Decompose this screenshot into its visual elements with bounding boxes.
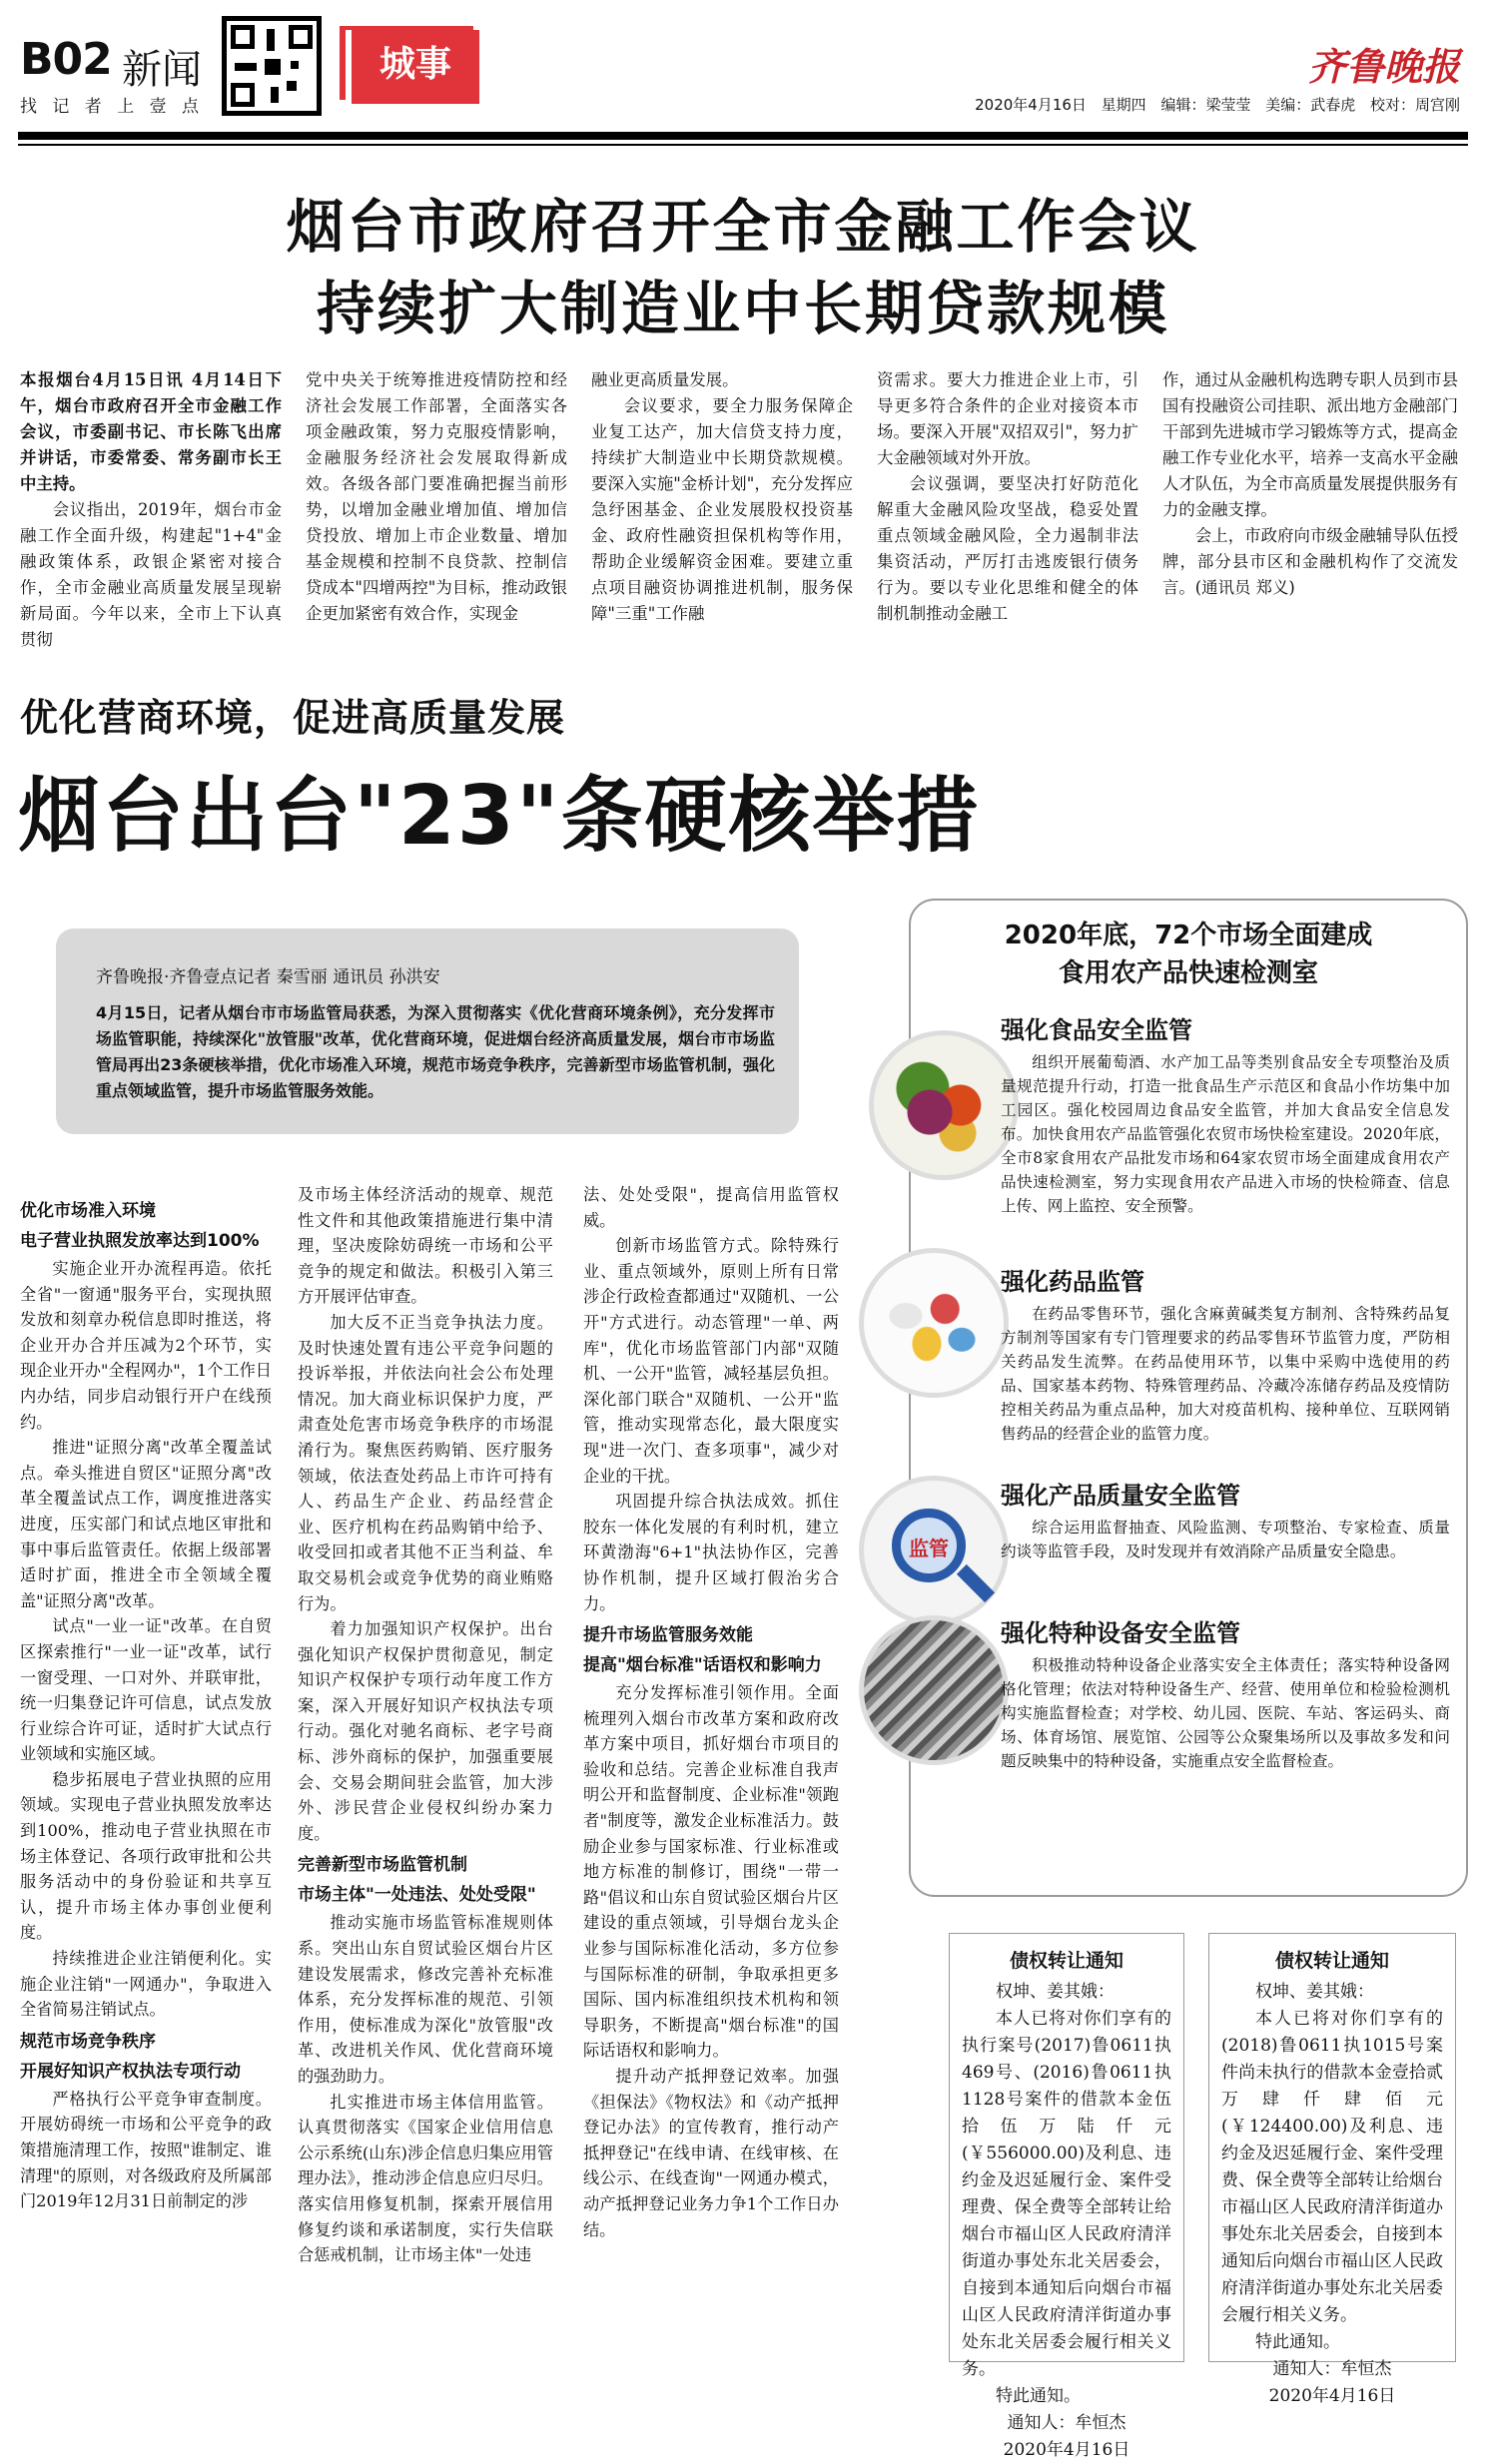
notice-date: 2020年4月16日 xyxy=(1268,2386,1396,2406)
paragraph: 着力加强知识产权保护。出台强化知识产权保护贯彻意见，制定知识产权保护专项行动年度工作方案，深入开展好知识产权执法专项行动。强化对驰名商标、老字号商标、涉外商标的保护，加强重要展会、交易会期间驻会监管，加大涉外、涉民营企业侵权纠纷办案力度。 xyxy=(298,1619,553,1843)
paragraph: 作，通过从金融机构选聘专职人员到市县国有投融资公司挂职、派出地方金融部门干部到先进城市学习锻炼等方式，提高金融工作专业化水平，培养一支高水平金融人才队伍，为全市高质量发展提供服务有力的金融支撑。 xyxy=(1162,370,1458,519)
notice-addressee: 权坤、姜其娥： xyxy=(996,1982,1114,2002)
paragraph: 会上，市政府向市级金融辅导队伍授牌，部分县市区和金融机构作了交流发言。(通讯员 郑义) xyxy=(1162,526,1458,597)
paragraph: 党中央关于统筹推进疫情防控和经济社会发展工作部署，全面落实各项金融政策，努力克服疫情影响，金融服务经济社会发展取得新成效。各级各部门要准确把握当前形势，以增加金融业增加值、增加信贷投放、增加上市企业数量、增加基金规模和控制不良贷款、控制信贷成本"四增两控"为目标，推动政银企更加紧密有效合作，实现金 xyxy=(306,370,567,623)
subhead: 完善新型市场监管机制 xyxy=(298,1855,467,1876)
sidebar-heading: 强化特种设备安全监管 xyxy=(1001,1619,1240,1647)
notice-text: 本人已将对你们享有的(2018)鲁0611执1015号案件尚未执行的借款本金壹拾贰万肆仟肆佰元(￥124400.00)及利息、违约金及迟延履行金、案件受理费、保全费等全部转让给烟台市福山区人民政府清洋街道办事处东北关居委会，自接到本通知后向烟台市福山区人民政府清洋街道办事处东北关居委会履行相关义务。 xyxy=(1221,2009,1443,2325)
article1-column-5 xyxy=(1162,367,1458,601)
slogan: 找 记 者 上 壹 点 xyxy=(20,97,201,117)
paragraph: 及市场主体经济活动的规章、规范性文件和其他政策措施进行集中清理，坚决废除妨碍统一市场和公平竞争的规定和做法。积极引入第三方开展评估审查。 xyxy=(298,1185,553,1307)
notice-signature: 通知人：牟恒杰 xyxy=(1007,2413,1126,2433)
dateline-lead: 本报烟台4月15日讯 4月14日下午，烟台市政府召开全市金融工作会议，市委副书记、市长陈飞出席并讲话，市委常委、常务副市长王中主持。 xyxy=(20,370,282,493)
subhead: 开展好知识产权执法专项行动 xyxy=(20,2061,241,2082)
vegetables-icon xyxy=(869,1030,1019,1180)
sidebar-heading: 强化产品质量安全监管 xyxy=(1001,1482,1240,1510)
sidebar-title xyxy=(919,917,1458,992)
subhead: 提升市场监管服务效能 xyxy=(583,1625,753,1646)
paragraph: 实施企业开办流程再造。依托全省"一窗通"服务平台，实现执照发放和刻章办税信息即时推送，将企业开办合并压减为2个环节，实现企业开办"全程网办"，1个工作日内办结，同步启动银行开户在线预约。 xyxy=(20,1259,272,1432)
subhead: 市场主体"一处违法、处处受限" xyxy=(298,1885,536,1906)
header-rule-thin xyxy=(18,144,1468,146)
magnifier-icon xyxy=(859,1476,1009,1625)
sidebar-heading: 强化药品监管 xyxy=(1001,1268,1144,1296)
article1-column-1 xyxy=(20,367,282,653)
article1-column-2 xyxy=(306,367,567,627)
paragraph: 充分发挥标准引领作用。全面梳理列入烟台市改革方案和政府改革方案中项目，抓好烟台市项目的验收和总结。完善企业标准自我声明公开和监督制度、企业标准"领跑者"制度等，激发企业标准活力。鼓励企业参与国家标准、行业标准或地方标准的制修订，围绕"一带一路"倡议和山东自贸试验区烟台片区建设的重点领域，引导烟台龙头企业参与国际标准化活动，多方位参与国际标准的研制，争取承担更多国际、国内标准组织技术机构和领导职务，不断提高"烟台标准"的国际话语权和影响力。 xyxy=(583,1683,839,2061)
paragraph xyxy=(20,367,282,497)
article2-column-3 xyxy=(583,1182,839,2242)
paragraph: 扎实推进市场主体信用监管。认真贯彻落实《国家企业信用信息公示系统(山东)涉企信息归集应用管理办法》，推动涉企信息应归尽归。落实信用修复机制，探索开展信用修复约谈和承诺制度，实行失信联合惩戒机制，让市场主体"一处违 xyxy=(298,2092,553,2265)
pills-icon xyxy=(859,1248,1009,1398)
escalator-icon xyxy=(859,1615,1009,1765)
notice-title: 债权转让通知 xyxy=(1274,1950,1389,1972)
paragraph: 稳步拓展电子营业执照的应用领域。实现电子营业执照发放率达到100%，推动电子营业执照在市场主体登记、各项行政审批和公共服务活动中的身份验证和共享互认，提升市场主体办事创业便利度。 xyxy=(20,1769,272,1943)
sidebar-heading: 强化食品安全监管 xyxy=(1001,1016,1192,1044)
paragraph: 会议指出，2019年，烟台市金融工作全面升级，构建起"1+4"金融政策体系，政银企紧密对接合作，全市金融业高质量发展呈现崭新局面。今年以来，全市上下认真贯彻 xyxy=(20,500,282,649)
newspaper-logo: 齐鲁晚报 xyxy=(1307,44,1460,89)
qr-code-icon xyxy=(222,16,322,116)
section-name: 新闻 xyxy=(122,47,202,93)
notice-addressee: 权坤、姜其娥： xyxy=(1255,1982,1374,2002)
header-rule xyxy=(18,132,1468,140)
paragraph: 试点"一业一证"改革。在自贸区探索推行"一业一证"改革，试行一窗受理、一口对外、并联审批，统一归集登记许可信息，试点发放行业综合许可证，适时扩大试点行业领域和实施区域。 xyxy=(20,1616,272,1764)
article1-title-line1: 烟台市政府召开全市金融工作会议 xyxy=(286,193,1200,261)
notice-closing: 特此通知。 xyxy=(996,2386,1081,2406)
sidebar-text: 综合运用监督抽查、风险监测、专项整治、专家检查、质量约谈等监管手段，及时发现并有效消除产品质量安全隐患。 xyxy=(1001,1519,1450,1560)
paragraph: 巩固提升综合执法成效。抓住胶东一体化发展的有利时机，建立环黄渤海"6+1"执法协作区，完善协作机制，提升区域打假治劣合力。 xyxy=(583,1492,839,1613)
notice-closing: 特此通知。 xyxy=(1255,2332,1340,2352)
notice-body xyxy=(950,1979,1183,2410)
paragraph: 严格执行公平竞争审查制度。开展妨碍统一市场和公平竞争的政策措施清理工作，按照"谁制定、谁清理"的原则，对各级政府及所属部门2019年12月31日前制定的涉 xyxy=(20,2089,272,2211)
paragraph: 持续推进企业注销便利化。实施企业注销"一网通办"，争取进入全省简易注销试点。 xyxy=(20,1949,272,2020)
sidebar-text: 组织开展葡萄酒、水产加工品等类别食品安全专项整治及质量规范提升行动，打造一批食品生产示范区和食品小作坊集中加工园区。强化校园周边食品安全监管，并加大食品安全信息发布。加快食用农产品监管强化农贸市场快检室建设。2020年底，全市8家食用农产品批发市场和64家农贸市场全面建成食用农产品快速检测室，努力实现食用农产品进入市场的快检筛查、信息上传、网上监控、安全预警。 xyxy=(1001,1053,1450,1215)
notice-body xyxy=(1209,1979,1455,2356)
paragraph: 融业更高质量发展。 xyxy=(591,370,739,389)
sidebar-title-line2: 食用农产品快速检测室 xyxy=(1058,958,1318,988)
paragraph: 推进"证照分离"改革全覆盖试点。牵头推进自贸区"证照分离"改革全覆盖试点工作，调度推进落实进度，压实部门和试点地区审批和事中事后监管责任。依据上级部署适时扩面，推进全市全领域全覆盖"证照分离"改革。 xyxy=(20,1438,272,1610)
notice-text: 本人已将对你们享有的执行案号(2017)鲁0611执469号、(2016)鲁0611执1128号案件的借款本金伍拾伍万陆仟元(￥556000.00)及利息、违约金及迟延履行金、案件受理费、保全费等全部转让给烟台市福山区人民政府清洋街道办事处东北关居委会，自接到本通知后向烟台市福山区人民政府清洋街道办事处东北关居委会履行相关义务。 xyxy=(962,2009,1171,2379)
paragraph: 提升动产抵押登记效率。加强《担保法》《物权法》和《动产抵押登记办法》的宣传教育，推行动产抵押登记"在线申请、在线审核、在线公示、在线查询"一网通办模式，动产抵押登记业务力争1个工作日办结。 xyxy=(583,2067,839,2239)
notice-box-2 xyxy=(1208,1933,1456,2406)
article1-column-3 xyxy=(591,367,853,627)
paragraph: 推动实施市场监管标准规则体系。突出山东自贸试验区烟台片区建设发展需求，修改完善补充标准体系，充分发挥标准的规范、引领作用，使标准成为深化"放管服"改革、改进机关作风、优化营商环境的强劲助力。 xyxy=(298,1913,553,2086)
column-tag: 城事 xyxy=(346,30,479,104)
subhead: 提高"烟台标准"话语权和影响力 xyxy=(583,1655,822,1676)
article1-title-line2: 持续扩大制造业中长期贷款规模 xyxy=(316,275,1169,342)
paragraph: 创新市场监管方式。除特殊行业、重点领域外，原则上所有日常涉企行政检查都通过"双随机、一公开"方式进行。动态管理"一单、两库"，优化市场监管部门内部"双随机、一公开"监管，减轻基层负担。深化部门联合"双随机、一公开"监管，推动实现常态化，最大限度实现"进一次门、查多项事"，减少对企业的干扰。 xyxy=(583,1236,839,1486)
sidebar-title-line1: 2020年底，72个市场全面建成 xyxy=(1004,921,1373,950)
subhead: 优化市场准入环境 xyxy=(20,1201,156,1221)
article1-column-4 xyxy=(877,367,1138,627)
sidebar-text: 在药品零售环节，强化含麻黄碱类复方制剂、含特殊药品复方制剂等国家有专门管理要求的药品零售环节监管力度，严防相关药品发生流弊。在药品使用环节，以集中采购中选使用的药品、国家基本药物、特殊管理药品、冷藏冷冻储存药品及疫情防控相关药品为重点品种，加大对疫苗机构、接种单位、互联网销售药品的经营企业的监管力度。 xyxy=(1001,1305,1450,1443)
byline: 齐鲁晚报·齐鲁壹点记者 秦雪丽 通讯员 孙洪安 xyxy=(96,967,440,987)
subhead: 规范市场竞争秩序 xyxy=(20,2031,156,2052)
lead-text: 4月15日，记者从烟台市市场监管局获悉，为深入贯彻落实《优化营商环境条例》，充分发挥市场监管职能，持续深化"放管服"改革，优化营商环境，促进烟台经济高质量发展，烟台市市场监管局再出23条硬核举措，优化市场准入环境，规范市场竞争秩序，完善新型市场监管机制，强化重点领域监管，提升市场监管服务效能。 xyxy=(96,1003,775,1100)
notice-title: 债权转让通知 xyxy=(1009,1950,1123,1972)
article2-title: 烟台出台"23"条硬核举措 xyxy=(18,769,981,864)
paragraph: 会议强调，要坚决打好防范化解重大金融风险攻坚战，稳妥处置重点领域金融风险，全力遏制非法集资活动，严厉打击逃废银行债务行为。要以专业化思维和健全的体制机制推动金融工 xyxy=(877,474,1138,623)
article2-kicker: 优化营商环境，促进高质量发展 xyxy=(20,696,566,740)
notice-date: 2020年4月16日 xyxy=(1003,2440,1130,2460)
magnifier-label: 监管 xyxy=(909,1537,949,1560)
lead-box xyxy=(56,928,799,1134)
dateline: 2020年4月16日 星期四 编辑：梁莹莹 美编：武春虎 校对：周宫刚 xyxy=(975,96,1460,114)
paragraph: 法、处处受限"，提高信用监管权威。 xyxy=(583,1185,839,1230)
article2-column-1 xyxy=(20,1196,272,2214)
paragraph: 加大反不正当竞争执法力度。及时快速处置有违公平竞争问题的投诉举报，并依法向社会公布处理情况。加大商业标识保护力度，严肃查处危害市场竞争秩序的市场混淆行为。聚焦医药购销、医疗服务领域，依法查处药品上市许可持有人、药品生产企业、药品经营企业、医疗机构在药品购销中给予、收受回扣或者其他不正当利益、牟取交易机会或竞争优势的商业贿赂行为。 xyxy=(298,1312,553,1613)
page-number: B02 xyxy=(20,34,112,85)
paragraph: 资需求。要大力推进企业上市，引导更多符合条件的企业对接资本市场。要深入开展"双招双引"，努力扩大金融领域对外开放。 xyxy=(877,370,1138,467)
paragraph: 会议要求，要全力服务保障企业复工达产，加大信贷支持力度，持续扩大制造业中长期贷款规模。要深入实施"金桥计划"，充分发挥应急纾困基金、企业发展股权投资基金、政府性融资担保机构等作用，帮助企业缓解资金困难。要建立重点项目融资协调推进机制，服务保障"三重"工作融 xyxy=(591,396,853,623)
article2-column-2 xyxy=(298,1182,553,2268)
subhead: 电子营业执照发放率达到100% xyxy=(20,1231,260,1251)
sidebar-text: 积极推动特种设备企业落实安全主体责任；落实特种设备网格化管理；依法对特种设备生产、经营、使用单位和检验检测机构实施监督检查；对学校、幼儿园、医院、车站、客运码头、商场、体育场馆、展览馆、公园等公众聚集场所以及事故多发和问题反映集中的特种设备，实施重点安全监督检查。 xyxy=(1001,1656,1450,1770)
notice-signature: 通知人：牟恒杰 xyxy=(1272,2359,1392,2379)
notice-box-1 xyxy=(949,1933,1184,2460)
